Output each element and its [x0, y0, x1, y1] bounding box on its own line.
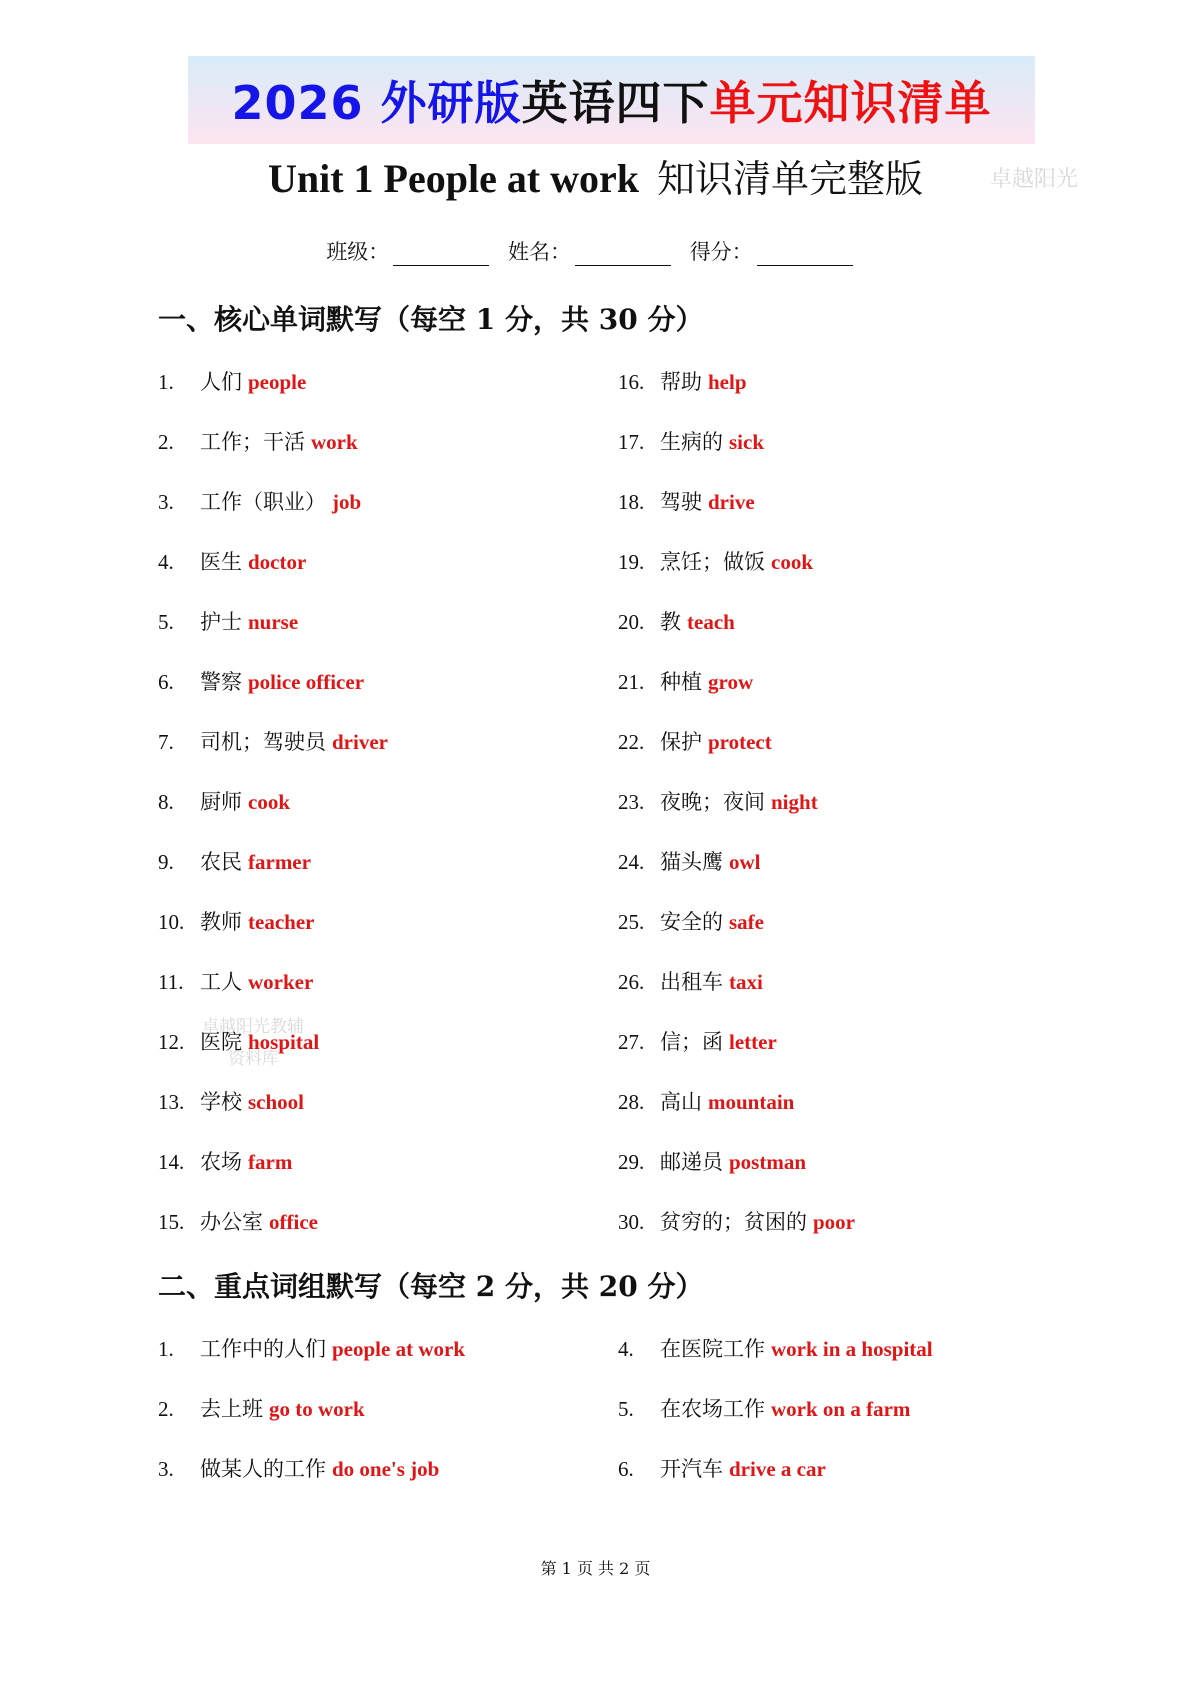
item-answer: doctor: [248, 550, 307, 574]
item-answer: cook: [248, 790, 290, 814]
item-answer: office: [269, 1210, 318, 1234]
item-answer: safe: [729, 910, 764, 934]
item-chinese: 工人: [200, 970, 242, 994]
item-answer: work: [311, 430, 358, 454]
list-item: [618, 546, 813, 576]
item-answer: worker: [248, 970, 314, 994]
item-number: 7.: [158, 730, 174, 754]
item-answer: night: [771, 790, 818, 814]
item-chinese: 教师: [200, 910, 242, 934]
list-item: [618, 846, 761, 876]
item-number: 17.: [618, 430, 645, 454]
item-chinese: 教: [660, 610, 681, 634]
list-item: [618, 906, 764, 936]
list-item: [618, 666, 753, 696]
list-item: [618, 726, 772, 756]
item-answer: people: [248, 370, 307, 394]
student-info: [0, 236, 1191, 266]
item-chinese: 农场: [200, 1150, 242, 1174]
list-item: [158, 846, 311, 876]
list-item: [158, 366, 306, 396]
item-number: 1.: [158, 1337, 174, 1361]
watermark: 卓越阳光: [990, 167, 1079, 192]
list-item: [158, 1086, 304, 1116]
item-answer: teacher: [248, 910, 315, 934]
list-item: [158, 546, 306, 576]
item-answer: work on a farm: [771, 1397, 911, 1421]
list-item: [618, 1146, 806, 1176]
name-blank[interactable]: [575, 245, 671, 266]
item-number: 6.: [618, 1457, 634, 1481]
page-footer: 第 1 页 共 2 页: [540, 1559, 651, 1578]
item-chinese: 学校: [200, 1090, 242, 1114]
item-chinese: 贫穷的；贫困的: [660, 1210, 807, 1234]
item-answer: hospital: [248, 1030, 320, 1054]
item-answer: go to work: [269, 1397, 365, 1421]
list-item: [618, 606, 735, 636]
item-chinese: 人们: [200, 370, 242, 394]
item-answer: letter: [729, 1030, 777, 1054]
item-number: 5.: [618, 1397, 634, 1421]
item-chinese: 工作（职业）: [200, 490, 326, 514]
list-item: [618, 966, 763, 996]
list-item: [158, 666, 364, 696]
item-answer: mountain: [708, 1090, 795, 1114]
title-cn: 知识清单完整版: [657, 157, 924, 201]
item-number: 3.: [158, 490, 174, 514]
item-answer: do one's job: [332, 1457, 440, 1481]
item-number: 15.: [158, 1210, 185, 1234]
item-number: 5.: [158, 610, 174, 634]
item-answer: work in a hospital: [771, 1337, 933, 1361]
item-answer: farmer: [248, 850, 311, 874]
list-item: [618, 366, 747, 396]
item-answer: job: [332, 490, 362, 514]
list-item: [158, 1393, 365, 1423]
item-chinese: 出租车: [660, 970, 723, 994]
title-en: Unit 1 People at work: [267, 156, 640, 201]
class-blank[interactable]: [393, 245, 489, 266]
item-number: 18.: [618, 490, 645, 514]
item-number: 2.: [158, 430, 174, 454]
item-chinese: 医院: [200, 1030, 242, 1054]
item-answer: protect: [708, 730, 772, 754]
item-answer: poor: [813, 1210, 855, 1234]
banner-part1: 2026 外研版: [231, 76, 522, 130]
item-number: 8.: [158, 790, 174, 814]
item-answer: grow: [708, 670, 754, 694]
section-heading: 二、重点词组默写（每空 2 分，共 20 分）: [158, 1270, 704, 1303]
item-chinese: 做某人的工作: [200, 1457, 326, 1481]
list-item: [158, 966, 313, 996]
list-item: [618, 1086, 794, 1116]
item-answer: school: [248, 1090, 305, 1114]
item-chinese: 驾驶: [660, 490, 702, 514]
item-answer: people at work: [332, 1337, 465, 1361]
item-answer: help: [708, 370, 747, 394]
item-answer: drive a car: [729, 1457, 826, 1481]
item-number: 26.: [618, 970, 645, 994]
item-number: 21.: [618, 670, 645, 694]
item-chinese: 护士: [200, 610, 242, 634]
item-chinese: 开汽车: [660, 1457, 723, 1481]
list-item: [158, 726, 388, 756]
item-chinese: 医生: [200, 550, 242, 574]
list-item: [618, 426, 764, 456]
item-chinese: 警察: [200, 670, 242, 694]
item-number: 23.: [618, 790, 645, 814]
item-answer: drive: [708, 490, 755, 514]
item-chinese: 猫头鹰: [660, 850, 723, 874]
banner: [188, 56, 1035, 144]
item-answer: nurse: [248, 610, 299, 634]
item-chinese: 农民: [200, 850, 242, 874]
item-answer: farm: [248, 1150, 293, 1174]
list-item: [158, 786, 290, 816]
list-item: [618, 486, 755, 516]
item-number: 2.: [158, 1397, 174, 1421]
list-item: [618, 786, 818, 816]
item-number: 16.: [618, 370, 645, 394]
item-chinese: 邮递员: [660, 1150, 723, 1174]
list-item: [618, 1206, 855, 1236]
list-item: [158, 1026, 319, 1056]
item-answer: teach: [687, 610, 735, 634]
banner-part3: 单元知识清单: [709, 76, 992, 130]
name-label: 姓名：: [508, 240, 571, 264]
item-number: 24.: [618, 850, 645, 874]
score-blank[interactable]: [757, 245, 853, 266]
item-chinese: 安全的: [660, 910, 723, 934]
item-chinese: 去上班: [200, 1397, 263, 1421]
list-item: [158, 906, 314, 936]
item-chinese: 在医院工作: [660, 1337, 765, 1361]
item-answer: owl: [729, 850, 761, 874]
item-number: 11.: [158, 970, 184, 994]
list-item: [618, 1393, 910, 1423]
item-chinese: 工作；干活: [200, 430, 305, 454]
item-answer: taxi: [729, 970, 763, 994]
watermark: 卓越阳光教辅: [202, 1017, 304, 1037]
class-label: 班级：: [326, 240, 390, 264]
score-label: 得分：: [689, 240, 753, 264]
list-item: [158, 426, 358, 456]
item-number: 4.: [618, 1337, 634, 1361]
item-number: 30.: [618, 1210, 645, 1234]
item-chinese: 信；函: [660, 1030, 723, 1054]
item-number: 19.: [618, 550, 645, 574]
item-chinese: 烹饪；做饭: [660, 550, 765, 574]
item-chinese: 高山: [660, 1090, 702, 1114]
item-number: 22.: [618, 730, 645, 754]
item-chinese: 种植: [660, 670, 702, 694]
section-heading: 一、核心单词默写（每空 1 分，共 30 分）: [158, 303, 704, 336]
item-answer: sick: [729, 430, 765, 454]
item-chinese: 司机；驾驶员: [200, 730, 326, 754]
list-item: [158, 1453, 439, 1483]
item-number: 29.: [618, 1150, 645, 1174]
list-item: [158, 486, 361, 516]
item-chinese: 办公室: [200, 1210, 263, 1234]
item-number: 27.: [618, 1030, 645, 1054]
item-number: 3.: [158, 1457, 174, 1481]
item-number: 9.: [158, 850, 174, 874]
item-number: 14.: [158, 1150, 185, 1174]
list-item: [618, 1333, 933, 1363]
item-answer: police officer: [248, 670, 365, 694]
item-number: 1.: [158, 370, 174, 394]
item-answer: driver: [332, 730, 388, 754]
list-item: [618, 1026, 777, 1056]
item-number: 13.: [158, 1090, 185, 1114]
item-chinese: 帮助: [660, 370, 702, 394]
list-item: [158, 606, 298, 636]
item-answer: cook: [771, 550, 813, 574]
item-chinese: 保护: [660, 730, 702, 754]
banner-part2: 英语四下: [521, 76, 710, 130]
item-chinese: 在农场工作: [660, 1397, 765, 1421]
item-chinese: 厨师: [200, 790, 242, 814]
item-chinese: 夜晚；夜间: [660, 790, 765, 814]
item-number: 4.: [158, 550, 174, 574]
item-number: 12.: [158, 1030, 185, 1054]
item-number: 28.: [618, 1090, 645, 1114]
item-number: 6.: [158, 670, 174, 694]
item-chinese: 生病的: [660, 430, 723, 454]
list-item: [158, 1206, 318, 1236]
list-item: [618, 1453, 826, 1483]
item-number: 10.: [158, 910, 185, 934]
list-item: [158, 1333, 465, 1363]
item-answer: postman: [729, 1150, 807, 1174]
list-item: [158, 1146, 292, 1176]
watermark: 资料库: [228, 1049, 279, 1069]
item-number: 20.: [618, 610, 645, 634]
item-number: 25.: [618, 910, 645, 934]
item-chinese: 工作中的人们: [200, 1337, 326, 1361]
